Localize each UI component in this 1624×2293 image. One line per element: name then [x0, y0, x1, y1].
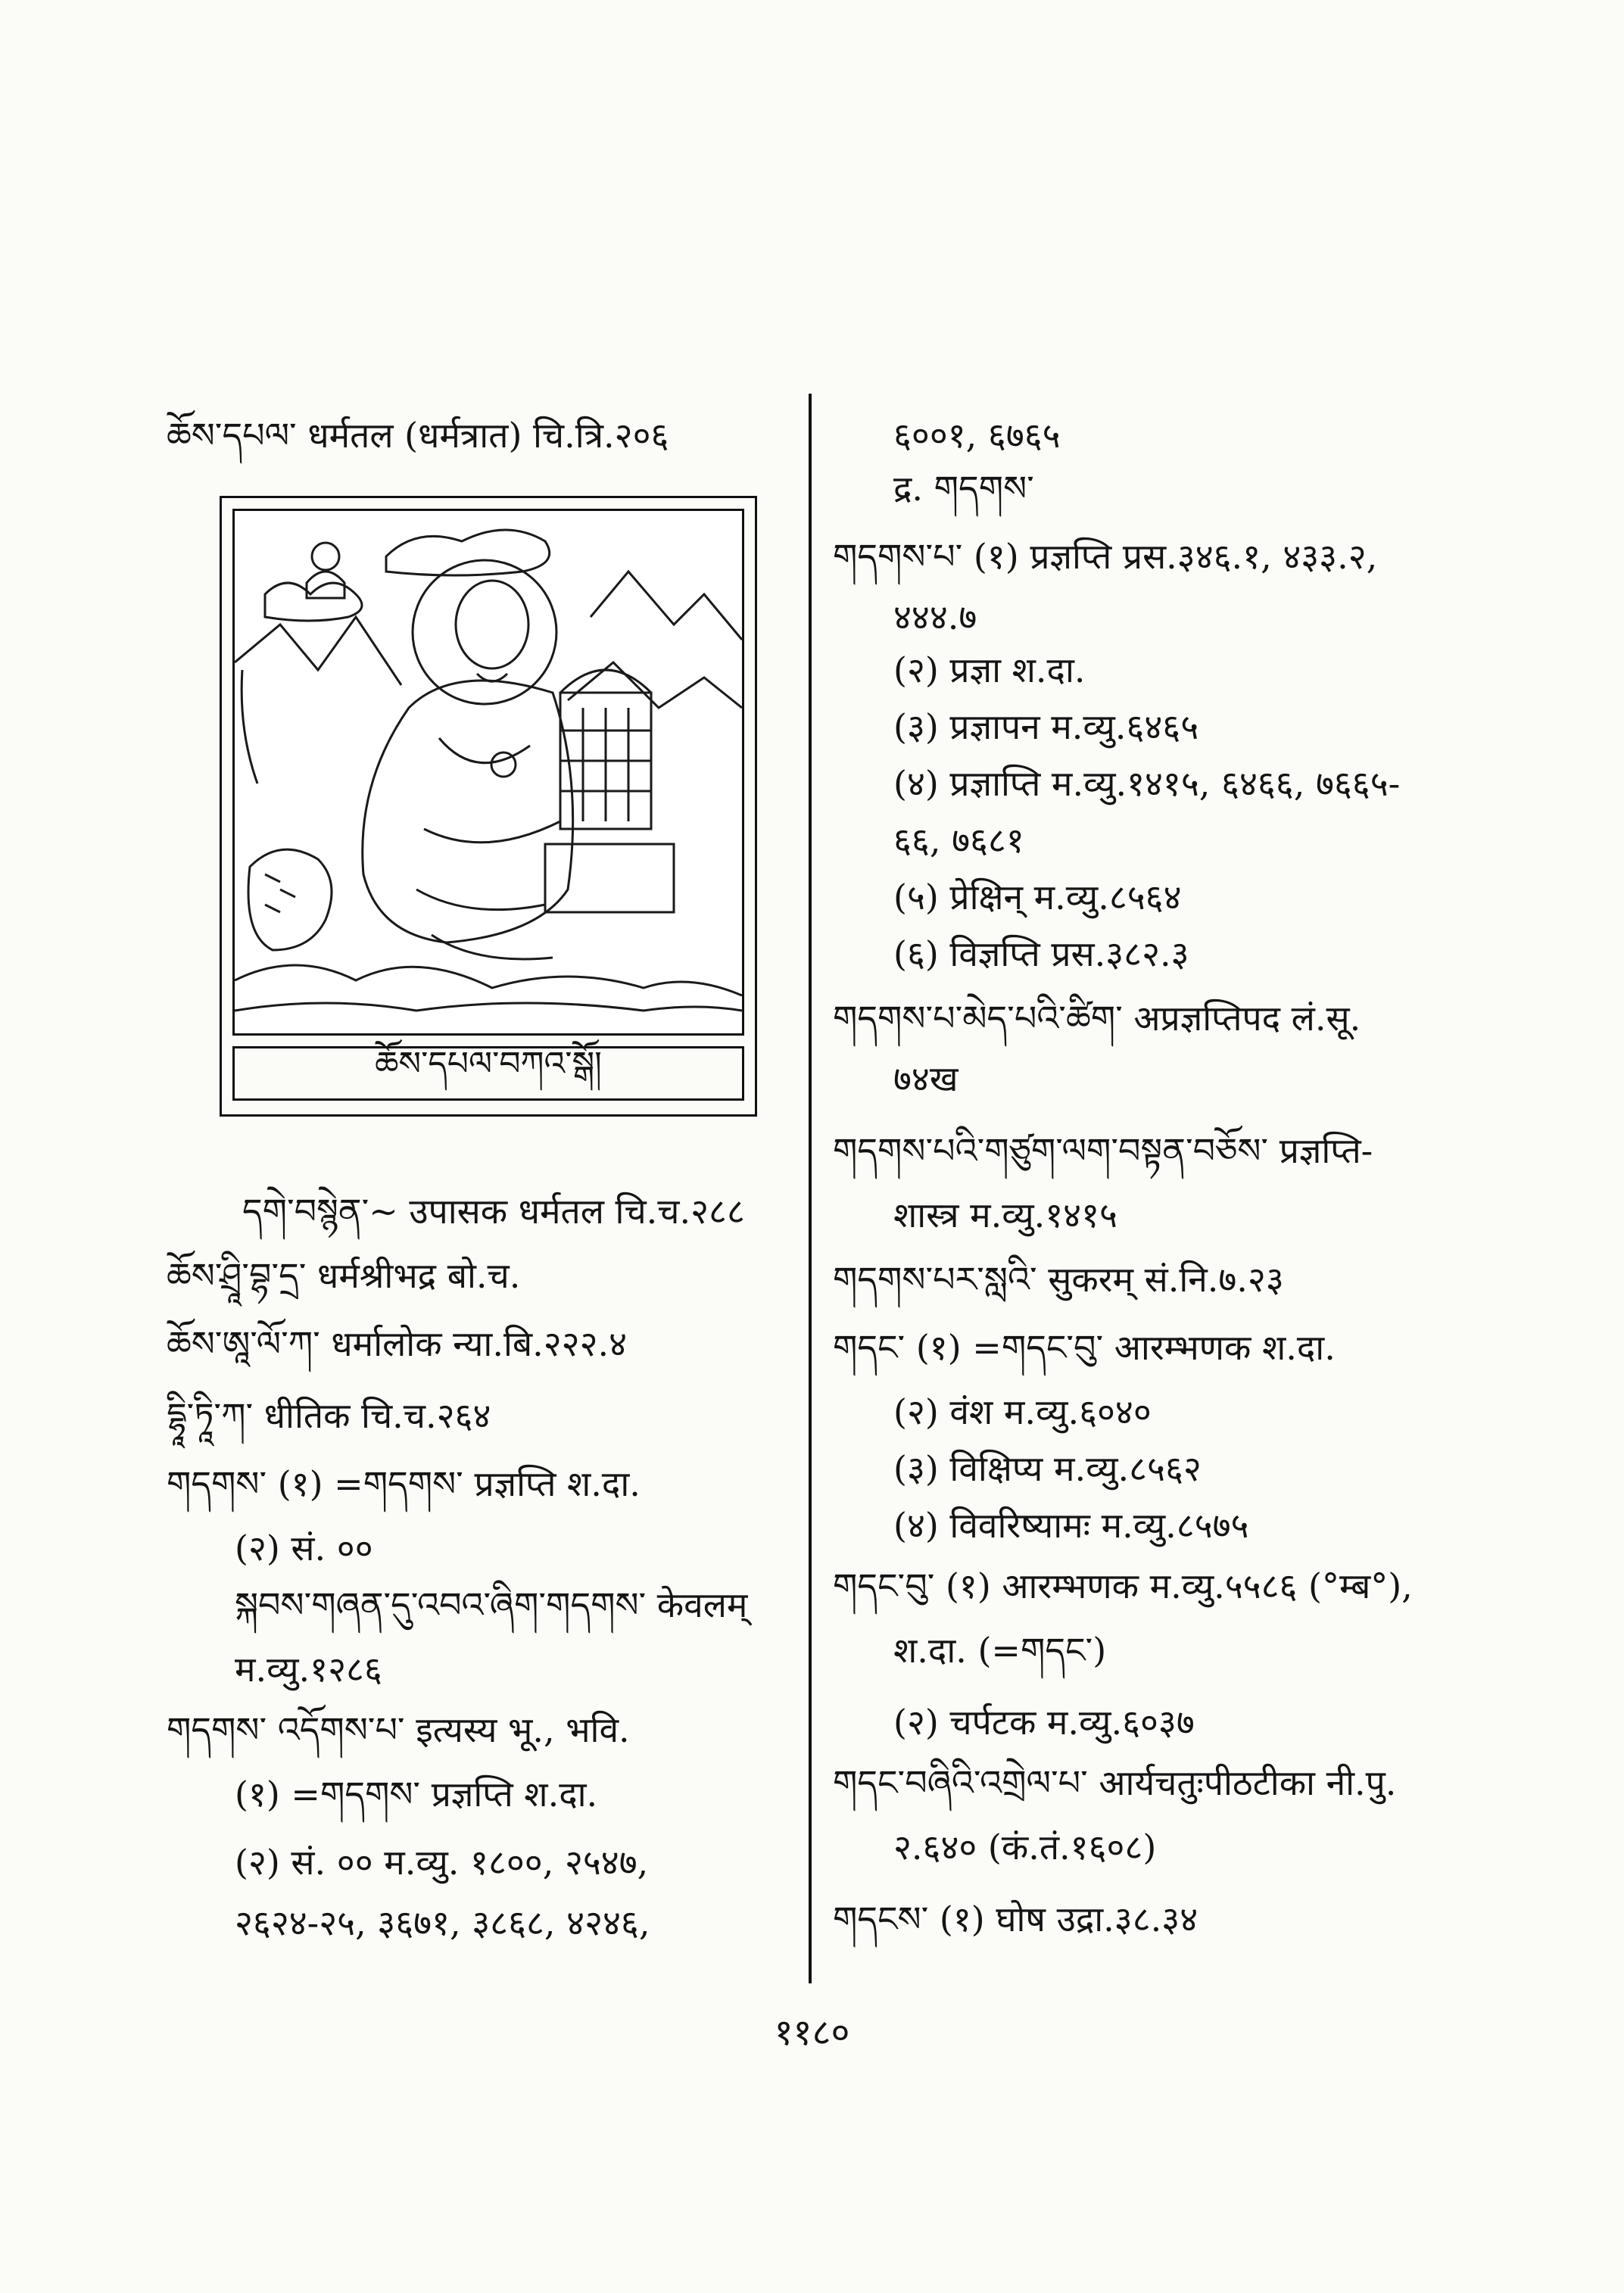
entry-dhitika: དྷཱི་ཏཱི་ཀ་ धीतिक चि.च.२६४	[167, 1395, 491, 1436]
entry-gdang: གདང་ (१) =གདང་བུ་ आरम्भणक श.दा.	[833, 1327, 1336, 1368]
entry-prajnapti-shastra-cont: शास्त्र म.व्यु.१४१५	[893, 1195, 1117, 1235]
entry-dharmaloka: ཆོས་ཨཱ་ལོ་ཀ་ धर्मालोक न्या.बि.२२२.४	[167, 1323, 628, 1364]
entry-gdags-pa-4: (४) प्रज्ञाप्ति म.व्यु.१४१५, ६४६६, ७६६५-	[893, 763, 1401, 804]
entry-catuhpitha-tika-cont: २.६४० (कं.तं.१६०८)	[893, 1827, 1157, 1868]
entry-gdags-2: (२) सं. ००	[235, 1528, 373, 1569]
entry-sukaram: གདགས་པར་སླའི་ सुकरम् सं.नि.७.२३	[833, 1259, 1284, 1300]
entry-see-gdags: द्र. གདགས་	[893, 468, 1034, 509]
entry-gdags-pa-6: (६) विज्ञप्ति प्रस.३८२.३	[893, 933, 1189, 974]
entry-gdags-pa-4-cont: ६६, ७६८१	[893, 820, 1024, 861]
entry-upasaka: དགེ་བསྙེན་~ उपासक धर्मतल चि.च.२८८	[242, 1191, 745, 1232]
page-number: ११८०	[774, 2011, 850, 2054]
entry-catuhpitha-tika: གདང་བཞིའི་འགྲེལ་པ་ आर्यचतुःपीठटीका नी.पु.	[833, 1762, 1397, 1803]
illustration-caption-box	[232, 1046, 744, 1101]
illustration-frame	[220, 496, 757, 1117]
illustration-image	[232, 509, 744, 1036]
entry-gdags-verb-2-cont: २६२४-२५, ३६७१, ३८६८, ४२४६,	[235, 1902, 650, 1943]
entry-aprajnaptipada-cont: ७४ख	[893, 1058, 959, 1099]
entry-ref-cont: ६००१, ६७६५	[893, 415, 1061, 456]
entry-prajnapti-shastra: གདགས་པའི་གཙུག་ལག་བསྟན་བཅོས་ प्रज्ञप्ति-	[833, 1130, 1373, 1171]
entry-gdang-3: (३) विक्षिप्य म.व्यु.८५६२	[893, 1448, 1202, 1489]
entry-gdang-bu: གདང་བུ་ (१) आरम्भणक म.व्यु.५५८६ (°म्ब°),	[833, 1566, 1413, 1606]
entry-gdags-pa-cont: ४४४.७	[893, 597, 977, 637]
entry-gdangs: གདངས་ (१) घोष उद्रा.३८.३४	[833, 1899, 1199, 1939]
illustration-caption: ཆོས་དཔལ་བཀའ་སྒོ།	[375, 1045, 602, 1083]
entry-gdags-pa-3: (३) प्रज्ञापन म.व्यु.६४६५	[893, 706, 1199, 747]
entry-gdang-2: (२) वंश म.व्यु.६०४०	[893, 1391, 1152, 1432]
entry-gdags-verb: གདགས་ འདོགས་པ་ इत्यस्य भू., भवि.	[167, 1709, 630, 1750]
entry-gdang-bu-2: (२) चर्पटक म.व्यु.६०३७	[893, 1702, 1195, 1743]
entry-dharmashribhadra: ཆོས་ཤྲཱི་བྷ་དྲ་ धर्मश्रीभद्र बो.च.	[167, 1255, 521, 1296]
entry-kevalam: སྐབས་གཞན་དུ་འབའ་ཞིག་གདགས་ केवलम्	[235, 1584, 748, 1625]
entry-gdang-bu-cont: श.दा. (=གདང་)	[893, 1630, 1107, 1671]
entry-gdang-4: (४) विवरिष्यामः म.व्यु.८५७५	[893, 1505, 1249, 1546]
entry-gdags-pa-5: (५) प्रेक्षिन् म.व्यु.८५६४	[893, 877, 1182, 918]
entry-gdags-verb-2: (२) सं. ०० म.व्यु. १८००, २५४७,	[235, 1842, 649, 1883]
entry-gdags-pa: གདགས་པ་ (१) प्रज्ञप्ति प्रस.३४६.१, ४३३.२,	[833, 536, 1378, 577]
entry-aprajnaptipada: གདགས་པ་མེད་པའི་ཚིག་ अप्रज्ञप्तिपद लं.सू.	[833, 998, 1361, 1039]
entry-kevalam-ref: म.व्यु.१२८६	[235, 1649, 382, 1690]
entry-gdags-verb-1: (१) =གདགས་ प्रज्ञप्ति श.दा.	[235, 1774, 598, 1815]
column-divider	[809, 394, 812, 1983]
entry-gdags-pa-2: (२) प्रज्ञा श.दा.	[893, 650, 1086, 690]
woodblock-illustration	[235, 511, 742, 1033]
entry-dharmatala: ཆོས་དཔལ་ धर्मतल (धर्मत्रात) चि.त्रि.२०६	[167, 415, 669, 456]
entry-gdags: གདགས་ (१) =གདགས་ प्रज्ञप्ति श.दा.	[167, 1463, 641, 1504]
